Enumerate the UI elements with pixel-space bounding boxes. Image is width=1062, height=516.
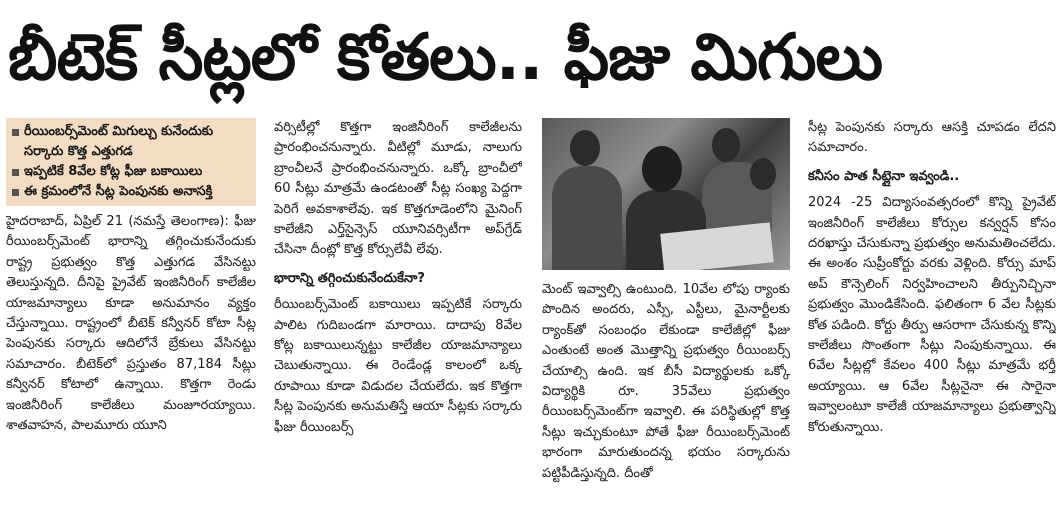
article-paragraph: సీట్ల పెంపునకు సర్కారు ఆసక్తి చూపడం లేదని సమాచారం. — [808, 120, 1056, 156]
highlight-item: ఈ క్రమంలోనే సీట్ల పెంపునకు అనాసక్తి — [12, 182, 250, 202]
article-paragraph: రీయింబర్స్‌మెంట్ బకాయిలు ఇప్పటికే సర్కారు పాలిట గుదిబండగా మారాయి. దాదాపు 8వేల కోట్ల బకాయిలున్నట్టు కాలేజీల యాజమాన్యాలు చెబుతున్నాయి. ఈ రెండేండ్ల కాలంలో ఒక్క రూపాయి కూడా విడుదల చేయలేదు. ఇక కొత్తగా సీట్ల పెంపునకు అనుమతిస్తే ఆయా సీట్లకు సర్కారు ఫీజు రీయింబర్స్ — [274, 297, 522, 435]
article-paragraph: వర్సిటీల్లో కొత్తగా ఇంజినీరింగ్ కాలేజీలను ప్రారంభించనున్నారు. వీటిల్లో మూడు, నాలుగు బ్రాంచీలనే ప్రారంభించనున్నారు. ఒక్కో బ్రాంచీలో 60 సీట్లు మాత్రమే ఉండటంతో సీట్ల సంఖ్య పెద్దగా పెరిగే అవకాశాలేవు. ఇక కొత్తగూడెంలోని మైనింగ్ కాలేజీని ఎర్త్‌సైన్సెస్ యూనివర్సిటీగా అప్‌గ్రేడ్ చేసినా దీంట్లో కొత్త కోర్సులేవీ లేవు. — [274, 120, 522, 258]
article-paragraph: 2024 -25 విద్యాసంవత్సరంలో కొన్ని ప్రైవేట్ ఇంజినీరింగ్ కాలేజీలు కోర్సుల కన్వర్షన్ కోసం దరఖాస్తు చేసుకున్నా ప్రభుత్వం అనుమతించలేదు. ఈ అంశం సుప్రీంకోర్టు వరకు వెళ్లింది. కోర్సు మాప్ అప్ కౌన్సెలింగ్ నిర్వహించాలని తీర్పునిచ్చినా ప్రభుత్వం మొండికేసింది. ఫలితంగా 6 వేల సీట్లకు కోత పడింది. కోర్టు తీర్పు ఆసరాగా చేసుకున్న కొన్ని కాలేజీలు సొంతంగా సీట్లు నింపుకున్నాయి. ఈ 6వేల సీట్లల్లో కేవలం 400 సీట్లు మాత్రమే భర్తీ అయ్యాయి. ఆ 6వేల సీట్లనైనా ఈ సారైనా ఇవ్వాలంటూ కాలేజీ యాజమాన్యాలు ప్రభుత్వాన్ని కోరుతున్నాయి. — [808, 195, 1056, 435]
students-photo — [542, 118, 790, 270]
article-paragraph: హైదరాబాద్, ఏప్రిల్ 21 (నమస్తే తెలంగాణ): ఫీజు రీయింబర్స్‌మెంట్ భారాన్ని తగ్గించుకునేందుకు రాష్ట్ర ప్రభుత్వం కొత్త ఎత్తుగడ వేసినట్టు తెలుస్తున్నది. దీనిపై ప్రైవేట్ ఇంజినీరింగ్ కాలేజీల యాజమాన్యాలు కూడా అనుమానం వ్యక్తం చేస్తున్నాయి. రాష్ట్రంలో బీటెక్ కన్వీనర్ కోటా సీట్ల పెంపునకు సర్కారు ఆదిలోనే బ్రేకులు వేసినట్టు సమాచారం. బీటెక్‌లో ప్రస్తుతం 87,184 సీట్లు కన్వీనర్ కోటాలో ఉన్నాయి. కొత్తగా రెండు ఇంజినీరింగ్ కాలేజీలు మంజూరయ్యాయి. శాతవాహన, పాలమూరు యూని — [6, 214, 256, 434]
article-paragraph: మెంట్ ఇవ్వాల్సి ఉంటుంది. 10వేల లోపు ర్యాంకు పొందిన అందరు, ఎస్సీ, ఎస్టీలు, మైనార్టీలకు ర్యాంక్‌తో సంబంధం లేకుండా కాలేజీల్లో ఫీజు ఎంతుంటే అంత మొత్తాన్ని ప్రభుత్వం రీయింబర్స్ చేయాల్సి ఉంది. ఇక బీసీ విద్యార్థులకు ఒక్కో విద్యార్థికి రూ. 35వేలు ప్రభుత్వం రీయింబర్స్‌మెంట్‌గా ఇవ్వాలి. ఈ పరిస్థితుల్లో కొత్త సీట్లు ఇచ్చుకుంటూ పోతే ఫీజు రీయింబర్స్‌మెంట్ భారంగా మారుతుందన్న భయం సర్కారును పట్టిపీడిస్తున్నది. దీంతో — [542, 282, 790, 481]
highlights-box — [6, 118, 256, 206]
column-4 — [808, 118, 1056, 516]
column-2 — [274, 118, 522, 516]
column-3 — [542, 118, 790, 516]
subheading: భారాన్ని తగ్గించుకునేందుకేనా? — [274, 270, 425, 286]
subheading: కనీసం పాత సీట్లైనా ఇవ్వండి.. — [808, 168, 960, 184]
column-1 — [6, 118, 256, 516]
headline: బీటెక్ సీట్లలో కోతలు.. ఫీజు మిగులు — [8, 21, 883, 95]
highlight-item: ఇప్పటికే 8వేల కోట్ల ఫీజు బకాయిలు — [12, 162, 250, 182]
highlight-item: రీయింబర్స్‌మెంట్ మిగుల్చు కునేందుకు సర్కారు కొత్త ఎత్తుగడ — [12, 122, 250, 162]
